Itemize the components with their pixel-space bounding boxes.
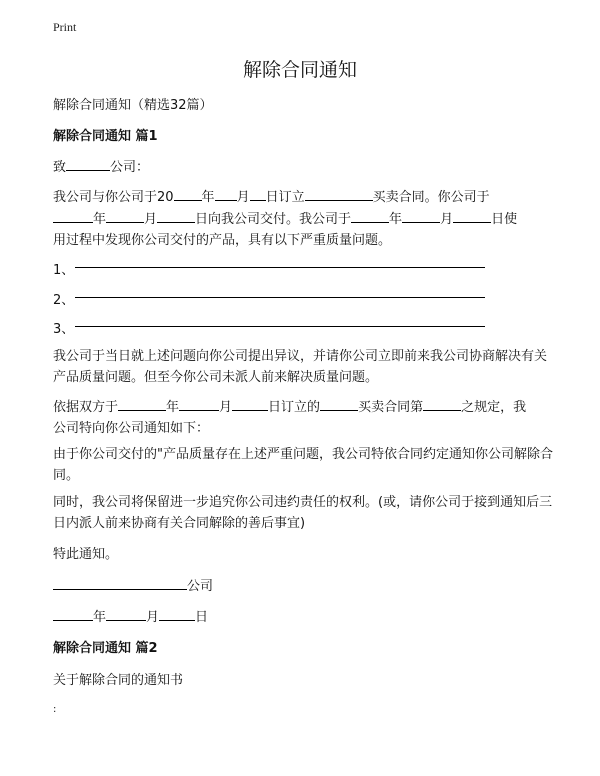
blank: [174, 186, 202, 201]
blank: [118, 396, 166, 411]
blank: [250, 186, 266, 201]
p1-month2: 月: [144, 212, 158, 227]
section-2-mark: :: [53, 704, 57, 715]
signature-line: [53, 575, 213, 594]
p1-end: 用过程中发现你公司交付的产品，具有以下严重质量问题。: [53, 233, 392, 248]
p1-year: 年: [201, 190, 215, 205]
page-title: 解除合同通知: [242, 59, 357, 81]
list-item-2-line: [75, 297, 485, 298]
blank: [215, 186, 237, 201]
print-link[interactable]: Print: [53, 20, 77, 34]
p1-year3: 年: [389, 212, 403, 227]
p3-day: 日订立的: [268, 400, 321, 415]
blank: [106, 208, 144, 223]
list-item-1-line: [75, 267, 485, 268]
blank-company: [66, 156, 110, 171]
list-item-3-line: [75, 326, 485, 327]
addressee-prefix: 致: [53, 160, 67, 175]
p3-year: 年: [166, 400, 180, 415]
p1-day3: 日使: [491, 212, 518, 227]
blank: [179, 396, 219, 411]
p3-month: 月: [219, 400, 233, 415]
signature-company: 公司: [187, 579, 214, 594]
p1-month: 月: [236, 190, 250, 205]
blank: [402, 208, 440, 223]
section-2-line: 关于解除合同的通知书: [53, 673, 184, 688]
paragraph-3: [53, 396, 553, 439]
addressee-suffix: 公司：: [110, 160, 150, 175]
document-subtitle: 解除合同通知（精选32篇）: [53, 98, 213, 113]
blank: [53, 208, 93, 223]
date-day: 日: [195, 610, 209, 625]
p3-contract: 买卖合同第: [358, 400, 424, 415]
addressee-line: [53, 156, 149, 175]
blank-signature: [53, 575, 187, 590]
paragraph-2: 我公司于当日就上述问题向你公司提出异议，并请你公司立即前来我公司协商解决有关产品质量问题。但至今你公司未派人前来解决质量问题。: [53, 349, 548, 385]
blank: [423, 396, 461, 411]
p1-year2: 年: [93, 212, 107, 227]
section-1-heading: 解除合同通知 篇1: [53, 129, 158, 144]
blank: [453, 208, 491, 223]
p1-month3: 月: [440, 212, 454, 227]
date-year: 年: [93, 610, 107, 625]
list-item-1-label: 1、: [53, 263, 75, 278]
date-month: 月: [146, 610, 160, 625]
p3-clause: 之规定，我: [461, 400, 527, 415]
p3-text-a: 依据双方于: [53, 400, 119, 415]
paragraph-4: 由于你公司交付的"产品质量存在上述严重问题，我公司特依合同约定通知你公司解除合同。: [53, 447, 553, 483]
section-2-heading: 解除合同通知 篇2: [53, 641, 158, 656]
list-item-3-label: 3、: [53, 322, 75, 337]
paragraph-1: [53, 186, 553, 251]
list-item-2-label: 2、: [53, 293, 75, 308]
paragraph-5: 同时，我公司将保留进一步追究你公司违约责任的权利。(或，请你公司于接到通知后三日内派人前来协商有关合同解除的善后事宜): [53, 495, 553, 531]
blank: [159, 606, 195, 621]
blank: [53, 606, 93, 621]
blank: [351, 208, 389, 223]
p1-contract: 买卖合同。你公司于: [372, 190, 490, 205]
blank: [106, 606, 146, 621]
blank: [305, 186, 373, 201]
blank: [157, 208, 195, 223]
blank: [320, 396, 358, 411]
p1-day: 日订立: [265, 190, 305, 205]
p1-day2: 日向我公司交付。我公司于: [195, 212, 352, 227]
notice-line: 特此通知。: [53, 547, 119, 562]
blank: [232, 396, 268, 411]
p3-end: 公司特向你公司通知如下：: [53, 421, 210, 436]
p1-text-a: 我公司与你公司于20: [53, 190, 174, 205]
date-line: [53, 606, 208, 625]
